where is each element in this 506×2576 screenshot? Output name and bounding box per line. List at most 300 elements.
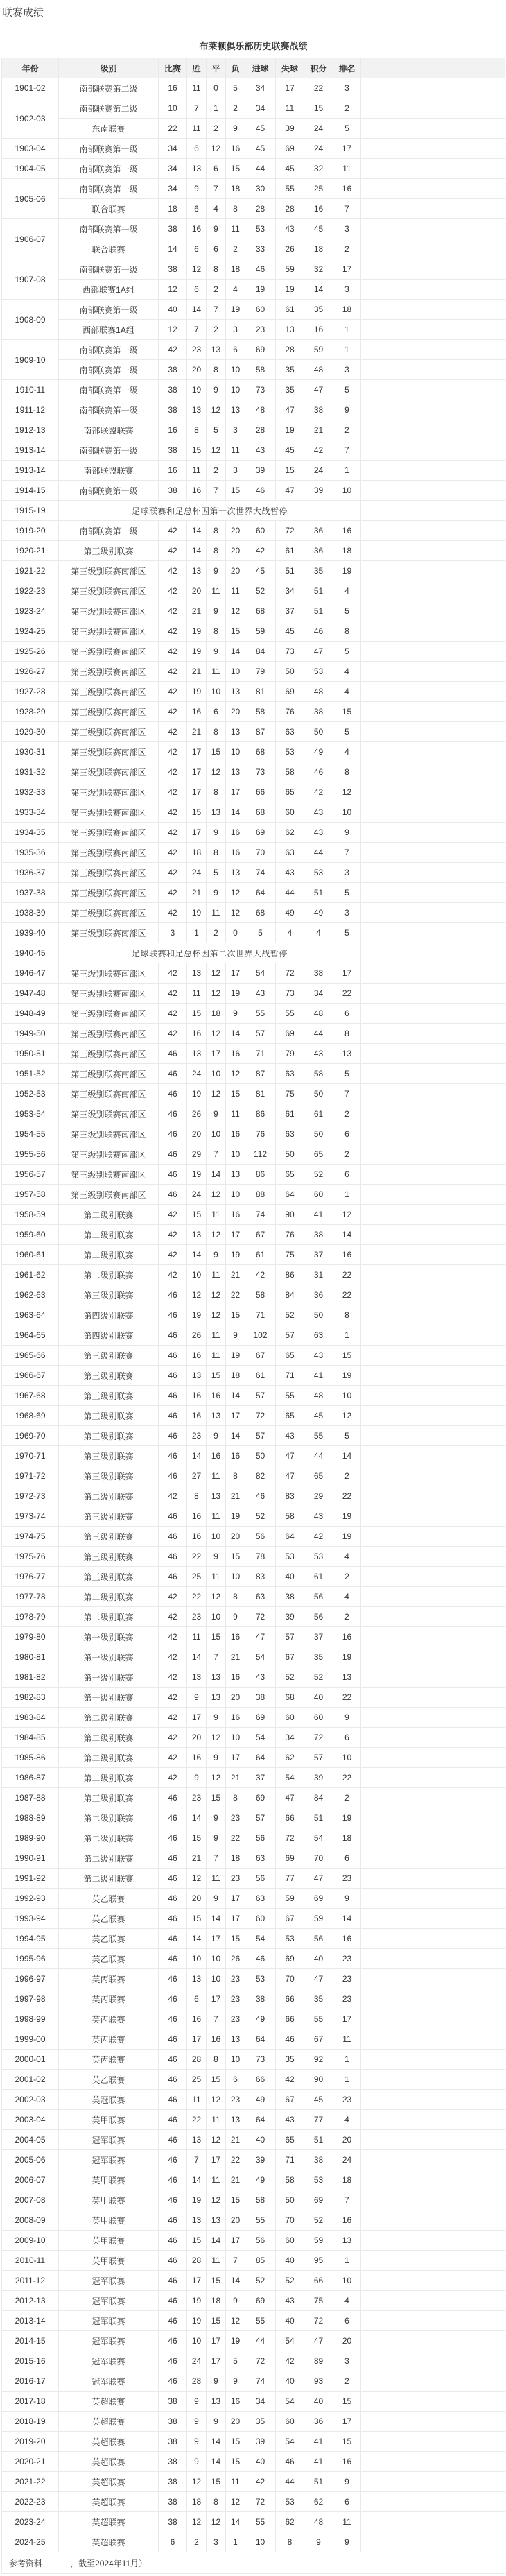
stat-cell: 13	[333, 1044, 361, 1064]
table-row	[2, 1406, 505, 1426]
league-cell: 英超联赛	[59, 2432, 159, 2452]
stat-cell: 17	[207, 1044, 226, 1064]
stat-cell: 87	[245, 722, 276, 742]
stat-cell: 35	[304, 1647, 333, 1667]
stat-cell: 42	[159, 702, 187, 722]
year-cell: 1950-51	[2, 1044, 59, 1064]
table-row	[2, 1466, 505, 1486]
table-row	[2, 1627, 505, 1647]
stat-cell: 1	[207, 98, 226, 119]
stat-cell: 55	[245, 2311, 276, 2331]
table-row	[2, 762, 505, 782]
stat-cell: 45	[245, 119, 276, 139]
table-row	[2, 340, 505, 360]
stat-cell: 4	[304, 923, 333, 943]
league-cell: 英超联赛	[59, 2472, 159, 2492]
stat-cell: 2	[207, 923, 226, 943]
filler-cell	[361, 1607, 505, 1627]
league-cell: 南部联赛第一级	[59, 259, 159, 280]
stat-cell: 8	[207, 2050, 226, 2070]
stat-cell: 15	[226, 621, 245, 642]
stat-cell: 34	[159, 159, 187, 179]
stat-cell: 9	[207, 2371, 226, 2392]
stat-cell: 46	[245, 1949, 276, 1969]
filler-cell	[361, 2291, 505, 2311]
stat-cell: 51	[304, 2472, 333, 2492]
stat-cell: 7	[333, 2190, 361, 2210]
table-row	[2, 1225, 505, 1245]
league-cell: 第二级别联赛	[59, 1708, 159, 1728]
stat-cell: 46	[159, 1808, 187, 1828]
stat-cell: 20	[333, 2130, 361, 2150]
stat-cell: 24	[304, 139, 333, 159]
stat-cell: 84	[304, 1788, 333, 1808]
table-row	[2, 521, 505, 541]
stat-cell: 47	[304, 380, 333, 400]
stat-cell: 7	[333, 440, 361, 461]
league-cell: 第二级别联赛	[59, 1828, 159, 1848]
filler-cell	[361, 742, 505, 762]
stat-cell: 57	[245, 1386, 276, 1406]
filler-cell	[361, 1506, 505, 1527]
stat-cell: 15	[207, 2271, 226, 2291]
stat-cell: 63	[276, 1124, 304, 1144]
year-cell: 1993-94	[2, 1909, 59, 1929]
filler-cell	[361, 863, 505, 883]
year-cell: 1902-03	[2, 98, 59, 139]
stat-cell: 35	[276, 360, 304, 380]
stat-cell: 16	[187, 1386, 207, 1406]
year-cell: 1935-36	[2, 843, 59, 863]
year-cell: 1940-45	[2, 943, 59, 963]
stat-cell: 85	[245, 2251, 276, 2271]
table-row	[2, 2492, 505, 2512]
stat-cell: 67	[245, 1225, 276, 1245]
stat-cell: 63	[276, 1064, 304, 1084]
stat-cell: 15	[187, 440, 207, 461]
stat-cell: 19	[187, 380, 207, 400]
stat-cell: 41	[304, 1366, 333, 1386]
filler-cell	[361, 2170, 505, 2190]
stat-cell: 89	[304, 2351, 333, 2371]
year-cell: 1992-93	[2, 1889, 59, 1909]
stat-cell: 16	[159, 461, 187, 481]
league-cell: 第三级别联赛	[59, 1547, 159, 1567]
stat-cell: 73	[276, 984, 304, 1004]
stat-cell: 20	[187, 1728, 207, 1748]
filler-cell	[361, 2130, 505, 2150]
stat-cell: 57	[276, 1627, 304, 1647]
stat-cell: 57	[304, 1748, 333, 1768]
league-cell: 南部联赛第一级	[59, 219, 159, 239]
stat-cell: 4	[333, 1547, 361, 1567]
stat-cell: 53	[304, 662, 333, 682]
table-row	[2, 1305, 505, 1325]
stat-cell: 43	[245, 984, 276, 1004]
stat-cell: 90	[304, 2070, 333, 2090]
table-row	[2, 2090, 505, 2110]
stat-cell: 9	[207, 1547, 226, 1567]
stat-cell: 43	[304, 1346, 333, 1366]
stat-cell: 56	[304, 1929, 333, 1949]
filler-cell	[361, 1828, 505, 1848]
stat-cell: 46	[159, 1828, 187, 1848]
stat-cell: 9	[207, 883, 226, 903]
stat-cell: 9	[187, 2412, 207, 2432]
stat-cell: 34	[245, 78, 276, 98]
stat-cell: 36	[304, 1285, 333, 1305]
stat-cell: 72	[276, 521, 304, 541]
stat-cell: 42	[159, 1024, 187, 1044]
year-cell: 1954-55	[2, 1124, 59, 1144]
stat-cell: 46	[159, 1788, 187, 1808]
stat-cell: 10	[333, 1748, 361, 1768]
stat-cell: 7	[207, 1647, 226, 1667]
league-cell: 冠军联赛	[59, 2351, 159, 2371]
stat-cell: 14	[226, 2512, 245, 2532]
stat-cell: 28	[276, 340, 304, 360]
stat-cell: 43	[304, 823, 333, 843]
stat-cell: 1	[333, 2251, 361, 2271]
stat-cell: 38	[159, 481, 187, 501]
stat-cell: 9	[333, 2472, 361, 2492]
stat-cell: 58	[276, 2170, 304, 2190]
stat-cell: 36	[304, 541, 333, 561]
stat-cell: 82	[245, 1466, 276, 1486]
stat-cell: 70	[276, 1969, 304, 1989]
stat-cell: 35	[276, 380, 304, 400]
stat-cell: 11	[207, 662, 226, 682]
table-row	[2, 1486, 505, 1506]
stat-cell: 22	[304, 78, 333, 98]
stat-cell: 11	[207, 1325, 226, 1346]
stat-cell: 23	[226, 1969, 245, 1989]
filler-cell	[361, 843, 505, 863]
stat-cell: 4	[333, 1587, 361, 1607]
league-cell: 英丙联赛	[59, 1989, 159, 2009]
league-cell: 第三级别联赛	[59, 1366, 159, 1386]
table-row	[2, 843, 505, 863]
year-cell: 1952-53	[2, 1084, 59, 1104]
stat-cell: 18	[226, 1848, 245, 1869]
stat-cell: 9	[226, 2291, 245, 2311]
stat-cell: 6	[333, 1124, 361, 1144]
table-header-row	[2, 58, 505, 78]
table-row	[2, 2130, 505, 2150]
stat-cell: 38	[159, 259, 187, 280]
stat-cell: 19	[187, 2190, 207, 2210]
league-cell: 第二级别联赛	[59, 1607, 159, 1627]
stat-cell: 54	[245, 1929, 276, 1949]
stat-cell: 53	[245, 219, 276, 239]
stat-cell: 73	[245, 762, 276, 782]
stat-cell: 13	[187, 400, 207, 420]
filler-cell	[361, 923, 505, 943]
year-cell: 1913-14	[2, 440, 59, 461]
stat-cell: 22	[187, 1547, 207, 1567]
stat-cell: 15	[226, 481, 245, 501]
stat-cell: 10	[207, 1969, 226, 1989]
stat-cell: 42	[159, 1748, 187, 1768]
stat-cell: 74	[245, 2371, 276, 2392]
stat-cell: 46	[159, 1506, 187, 1527]
stat-cell: 2	[333, 420, 361, 440]
table-row	[2, 1748, 505, 1768]
league-cell: 英超联赛	[59, 2492, 159, 2512]
stat-cell: 43	[276, 219, 304, 239]
stat-cell: 67	[276, 1909, 304, 1929]
year-cell: 1963-64	[2, 1305, 59, 1325]
reference-link[interactable]: 参考资料	[9, 2558, 43, 2568]
year-cell: 1986-87	[2, 1768, 59, 1788]
stat-cell: 2	[187, 2532, 207, 2552]
stat-cell: 53	[245, 1969, 276, 1989]
stat-cell: 21	[226, 2130, 245, 2150]
stat-cell: 3	[226, 420, 245, 440]
league-cell: 第一级别联赛	[59, 1667, 159, 1688]
stat-cell: 25	[187, 2070, 207, 2090]
stat-cell: 52	[245, 1506, 276, 1527]
stat-cell: 12	[207, 2090, 226, 2110]
stat-cell: 47	[304, 1869, 333, 1889]
stat-cell: 20	[226, 702, 245, 722]
stat-cell: 16	[333, 521, 361, 541]
table-row	[2, 2472, 505, 2492]
table-row	[2, 722, 505, 742]
stat-cell: 42	[159, 662, 187, 682]
table-row	[2, 923, 505, 943]
stat-cell: 21	[226, 1265, 245, 1285]
filler-cell	[361, 199, 505, 219]
table-row	[2, 682, 505, 702]
table-row	[2, 1346, 505, 1366]
stat-cell: 11	[187, 984, 207, 1004]
filler-cell	[361, 1587, 505, 1607]
stat-cell: 46	[159, 2351, 187, 2371]
stat-cell: 5	[333, 380, 361, 400]
table-row	[2, 2452, 505, 2472]
table-row	[2, 2009, 505, 2029]
year-cell: 1984-85	[2, 1728, 59, 1748]
table-row	[2, 2070, 505, 2090]
table-row	[2, 943, 505, 963]
stat-cell: 21	[187, 722, 207, 742]
stat-cell: 2	[333, 2371, 361, 2392]
year-cell: 1906-07	[2, 219, 59, 259]
stat-cell: 10	[207, 682, 226, 702]
stat-cell: 15	[333, 702, 361, 722]
table-row	[2, 1808, 505, 1828]
league-cell: 第三级别联赛南部区	[59, 662, 159, 682]
filler-cell	[361, 1768, 505, 1788]
stat-cell: 52	[304, 2210, 333, 2231]
table-row	[2, 1869, 505, 1889]
stat-cell: 69	[276, 139, 304, 159]
stat-cell: 72	[276, 1828, 304, 1848]
stat-cell: 19	[226, 1346, 245, 1366]
stat-cell: 68	[245, 903, 276, 923]
stat-cell: 48	[304, 360, 333, 380]
stat-cell: 15	[207, 2311, 226, 2331]
stat-cell: 8	[187, 1486, 207, 1506]
stat-cell: 23	[226, 1808, 245, 1828]
league-cell: 第三级别联赛南部区	[59, 802, 159, 823]
stat-cell: 54	[304, 1828, 333, 1848]
year-cell: 1924-25	[2, 621, 59, 642]
league-cell: 第三级别联赛南部区	[59, 883, 159, 903]
filler-cell	[361, 2251, 505, 2271]
stat-cell: 21	[187, 883, 207, 903]
stat-cell: 10	[226, 1185, 245, 1205]
stat-cell: 13	[187, 1044, 207, 1064]
stat-cell: 19	[333, 1527, 361, 1547]
filler-cell	[361, 2472, 505, 2492]
stat-cell: 13	[226, 722, 245, 742]
stat-cell: 36	[304, 521, 333, 541]
league-cell: 南部联赛第一级	[59, 159, 159, 179]
stat-cell: 42	[159, 762, 187, 782]
col-header-2: 比赛	[159, 58, 187, 78]
stat-cell: 22	[226, 1828, 245, 1848]
stat-cell: 3	[333, 903, 361, 923]
league-cell: 第三级别联赛南部区	[59, 923, 159, 943]
stat-cell: 44	[245, 159, 276, 179]
stat-cell: 4	[333, 662, 361, 682]
stat-cell: 48	[304, 1386, 333, 1406]
league-cell: 第三级别联赛南部区	[59, 823, 159, 843]
stat-cell: 6	[226, 340, 245, 360]
year-cell: 2003-04	[2, 2110, 59, 2130]
stat-cell: 81	[245, 682, 276, 702]
stat-cell: 14	[187, 300, 207, 320]
stat-cell: 46	[159, 2029, 187, 2050]
stat-cell: 42	[159, 843, 187, 863]
stat-cell: 24	[333, 2150, 361, 2170]
filler-cell	[361, 2331, 505, 2351]
stat-cell: 11	[207, 903, 226, 923]
stat-cell: 25	[304, 179, 333, 199]
stat-cell: 12	[207, 1024, 226, 1044]
filler-cell	[361, 1346, 505, 1366]
year-cell: 1937-38	[2, 883, 59, 903]
stat-cell: 0	[207, 78, 226, 98]
stat-cell: 13	[226, 682, 245, 702]
year-cell: 1972-73	[2, 1486, 59, 1506]
stat-cell: 14	[187, 1245, 207, 1265]
stat-cell: 77	[276, 1869, 304, 1889]
table-row	[2, 481, 505, 501]
stat-cell: 51	[304, 1808, 333, 1828]
stat-cell: 86	[276, 1265, 304, 1285]
stat-cell: 38	[304, 400, 333, 420]
stat-cell: 14	[304, 280, 333, 300]
stat-cell: 10	[226, 2050, 245, 2070]
stat-cell: 46	[159, 2331, 187, 2351]
stat-cell: 59	[276, 259, 304, 280]
stat-cell: 15	[226, 159, 245, 179]
year-cell: 1947-48	[2, 984, 59, 1004]
filler-cell	[361, 2512, 505, 2532]
col-header-1: 级别	[59, 58, 159, 78]
stat-cell: 15	[333, 2392, 361, 2412]
stat-cell: 26	[276, 239, 304, 259]
stat-cell: 69	[276, 1949, 304, 1969]
stat-cell: 60	[304, 1708, 333, 1728]
stat-cell: 50	[304, 722, 333, 742]
stat-cell: 42	[159, 682, 187, 702]
stat-cell: 69	[245, 823, 276, 843]
stat-cell: 13	[226, 863, 245, 883]
stat-cell: 14	[187, 521, 207, 541]
league-cell: 南部联赛第一级	[59, 380, 159, 400]
stat-cell: 35	[245, 2412, 276, 2432]
year-cell: 1975-76	[2, 1547, 59, 1567]
league-cell: 南部联赛第一级	[59, 360, 159, 380]
stat-cell: 18	[304, 239, 333, 259]
year-cell: 1908-09	[2, 300, 59, 340]
year-cell: 1938-39	[2, 903, 59, 923]
stat-cell: 16	[226, 2392, 245, 2412]
league-cell: 南部联盟联赛	[59, 461, 159, 481]
stat-cell: 66	[245, 2070, 276, 2090]
stat-cell: 20	[187, 581, 207, 601]
stat-cell: 16	[226, 823, 245, 843]
stat-cell: 52	[304, 1667, 333, 1688]
stat-cell: 18	[333, 2170, 361, 2190]
stat-cell: 15	[207, 1366, 226, 1386]
league-cell: 英甲联赛	[59, 2251, 159, 2271]
year-cell: 1985-86	[2, 1748, 59, 1768]
stat-cell: 20	[187, 1889, 207, 1909]
stat-cell: 42	[159, 802, 187, 823]
league-cell: 英丙联赛	[59, 2029, 159, 2050]
stat-cell: 10	[207, 1949, 226, 1969]
stat-cell: 90	[276, 1205, 304, 1225]
year-cell: 1905-06	[2, 179, 59, 219]
stat-cell: 11	[333, 2512, 361, 2532]
filler-cell	[361, 440, 505, 461]
table-row	[2, 380, 505, 400]
table-row	[2, 199, 505, 219]
stat-cell: 19	[333, 1506, 361, 1527]
stat-cell: 9	[333, 2532, 361, 2552]
stat-cell: 2	[333, 239, 361, 259]
filler-cell	[361, 1386, 505, 1406]
stat-cell: 9	[187, 1768, 207, 1788]
filler-cell	[361, 2432, 505, 2452]
stat-cell: 11	[207, 2251, 226, 2271]
league-cell: 第三级别联赛南部区	[59, 682, 159, 702]
stat-cell: 63	[245, 1889, 276, 1909]
stat-cell: 46	[159, 2231, 187, 2251]
stat-cell: 43	[276, 2110, 304, 2130]
stat-cell: 72	[245, 1607, 276, 1627]
stat-cell: 42	[304, 782, 333, 802]
stat-cell: 5	[333, 1426, 361, 1446]
stat-cell: 61	[304, 1104, 333, 1124]
filler-cell	[361, 2231, 505, 2251]
stat-cell: 11	[226, 1104, 245, 1124]
stat-cell: 38	[159, 2392, 187, 2412]
filler-cell	[361, 280, 505, 300]
filler-cell	[361, 420, 505, 440]
stat-cell: 16	[226, 1205, 245, 1225]
stat-cell: 46	[159, 2311, 187, 2331]
stat-cell: 5	[333, 642, 361, 662]
stat-cell: 61	[245, 1366, 276, 1386]
stat-cell: 21	[226, 2170, 245, 2190]
table-row	[2, 1828, 505, 1848]
